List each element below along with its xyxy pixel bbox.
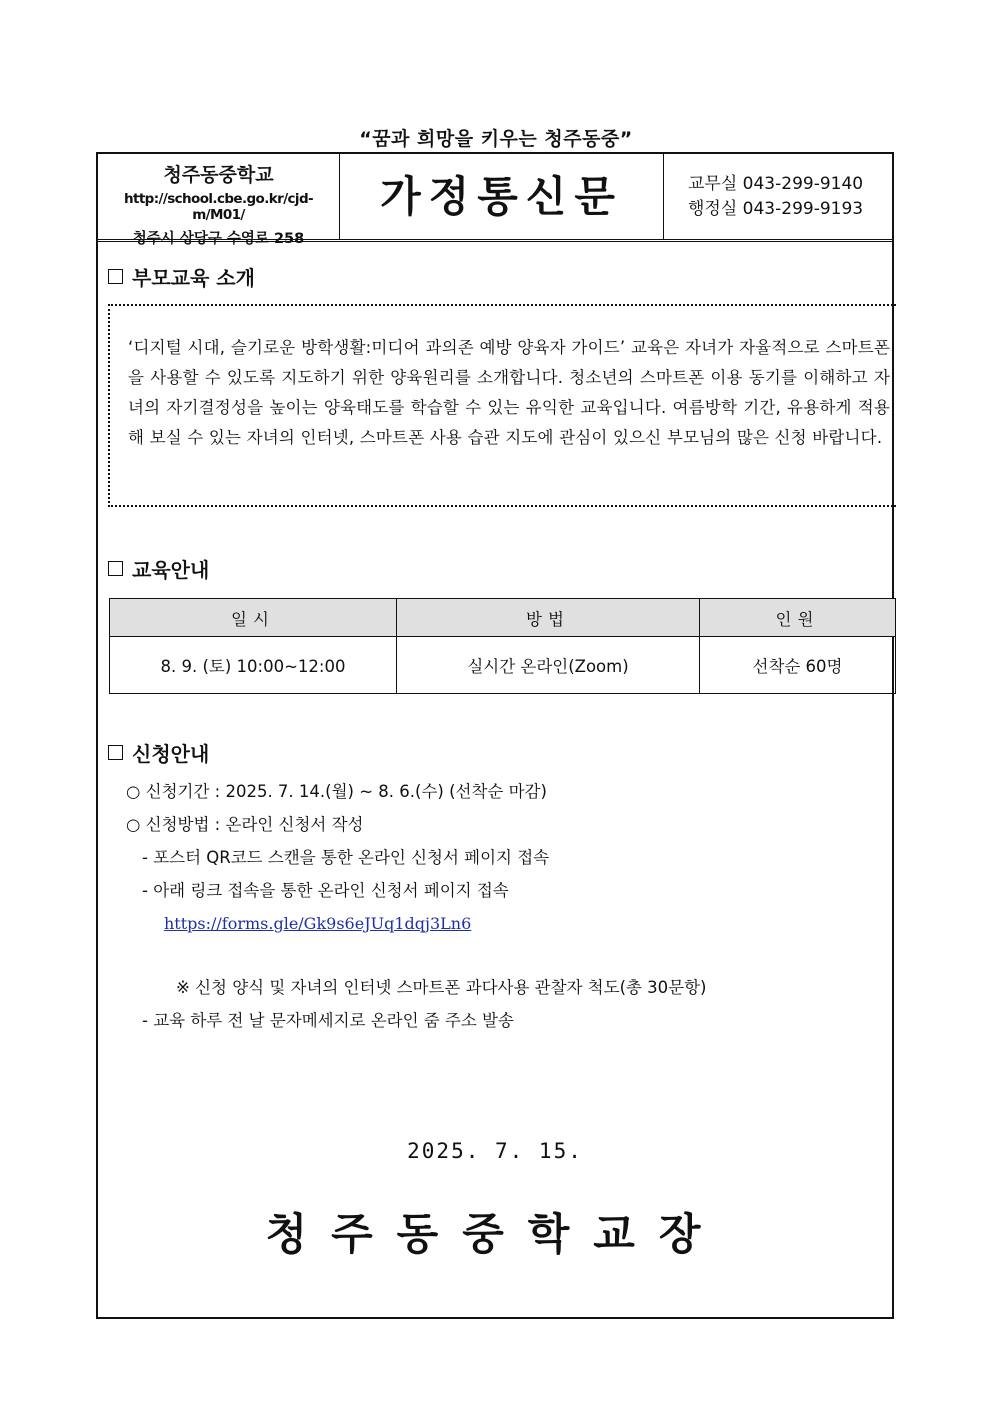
header-datetime: 일시 [110, 599, 397, 637]
section-title-intro-label: 부모교육 소개 [132, 266, 255, 290]
section-title-education [108, 554, 209, 583]
school-info [98, 154, 340, 247]
apply-period: ○ 신청기간 : 2025. 7. 14.(월) ~ 8. 6.(수) (선착순 마감) [126, 782, 547, 801]
letter-frame [96, 152, 894, 1319]
checkbox-square-icon [108, 561, 123, 576]
principal-signature: 청주동중학교장 [265, 1210, 725, 1260]
apply-step-zoom: - 교육 하루 전 날 문자메세지로 온라인 줌 주소 발송 [142, 1011, 514, 1030]
section-title-intro [108, 262, 255, 291]
school-address: 청주시 상당구 수영로 258 [132, 231, 305, 247]
school-name: 청주동중학교 [163, 164, 274, 186]
school-url[interactable]: http://school.cbe.go.kr/cjd-m/M01/ [123, 191, 314, 223]
document-title: 가정통신문 [340, 154, 664, 239]
phone-office: 교무실 043-299-9140 [688, 174, 864, 194]
apply-step-qr: - 포스터 QR코드 스캔을 통한 온라인 신청서 페이지 접속 [142, 848, 550, 867]
apply-form-link[interactable]: https://forms.gle/Gk9s6eJUq1dqj3Ln6 [164, 914, 472, 933]
checkbox-square-icon [108, 269, 123, 284]
table-row [110, 637, 896, 694]
checkbox-square-icon [108, 745, 123, 760]
header-method: 방법 [397, 599, 700, 637]
section-title-apply [108, 738, 209, 767]
letter-header [98, 154, 892, 247]
issue-date: 2025. 7. 15. [407, 1139, 583, 1163]
section-title-apply-label: 신청안내 [132, 742, 210, 766]
cell-datetime: 8. 9. (토) 10:00~12:00 [110, 637, 397, 694]
contact-phones [688, 172, 863, 222]
header-capacity: 인원 [700, 599, 896, 637]
education-table [109, 598, 896, 694]
table-header-row [110, 599, 896, 637]
section-title-education-label: 교육안내 [132, 558, 210, 582]
apply-method: ○ 신청방법 : 온라인 신청서 작성 [126, 815, 364, 834]
intro-box: ‘디지털 시대, 슬기로운 방학생활:미디어 과의존 예방 양육자 가이드’ 교육은 자녀가 자율적으로 스마트폰을 사용할 수 있도록 지도하기 위한 양육원리를 소개합니다. 청소년의 스마트폰 이용 동기를 이해하고 자녀의 자기결정성을 높이는 양육태도를 학습할 수 있는 유익한 교육입니다. 여름방학 기간, 유용하게 적용해 보실 수 있는 자녀의 인터넷, 스마트폰 사용 습관 지도에 관심이 있으신 부모님의 많은 신청 바랍니다. [108, 304, 896, 507]
slogan: “꿈과 희망을 키우는 청주동중” [359, 128, 633, 150]
phone-admin: 행정실 043-299-9193 [688, 199, 864, 219]
apply-note: ※ 신청 양식 및 자녀의 인터넷 스마트폰 과다사용 관찰자 척도(총 30문항) [176, 978, 707, 997]
cell-capacity: 선착순 60명 [700, 637, 896, 694]
apply-details [126, 775, 707, 1037]
apply-step-link: - 아래 링크 접속을 통한 온라인 신청서 페이지 접속 [142, 881, 509, 900]
cell-method: 실시간 온라인(Zoom) [397, 637, 700, 694]
